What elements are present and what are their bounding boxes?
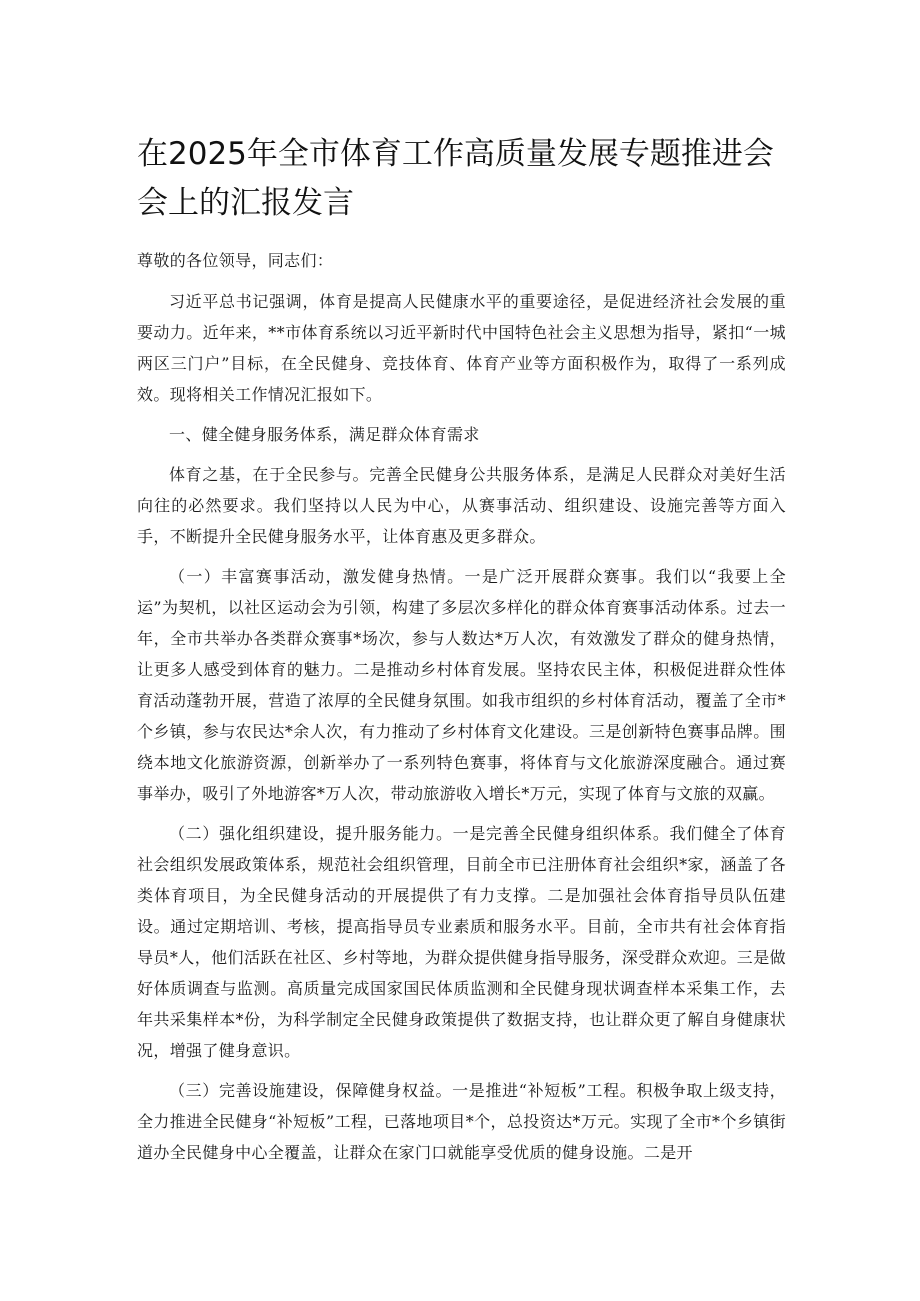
section-intro-paragraph: 体育之基，在于全民参与。完善全民健身公共服务体系，是满足人民群众对美好生活向往的必然要求。我们坚持以人民为中心，从赛事活动、组织建设、设施完善等方面入手，不断提升全民健身服务水平，让体育惠及更多群众。 — [137, 465, 786, 546]
salutation: 尊敬的各位领导，同志们： — [137, 251, 334, 270]
section-heading-1: 一、健全健身服务体系，满足群众体育需求 — [169, 425, 480, 444]
intro-paragraph: 习近平总书记强调，体育是提高人民健康水平的重要途径，是促进经济社会发展的重要动力。近年来，**市体育系统以习近平新时代中国特色社会主义思想为指导，紧扣“一城两区三门户”目标，在全民健身、竞技体育、体育产业等方面积极作为，取得了一系列成效。现将相关工作情况汇报如下。 — [137, 292, 786, 404]
paragraph-facilities: （三）完善设施建设，保障健身权益。一是推进“补短板”工程。积极争取上级支持，全力推进全民健身“补短板”工程，已落地项目*个，总投资达*万元。实现了全市*个乡镇街道办全民健身中心全覆盖，让群众在家门口就能享受优质的健身设施。二是开 — [137, 1081, 786, 1162]
document-body — [137, 245, 786, 1177]
document-title: 在2025年全市体育工作高质量发展专题推进会会上的汇报发言 — [137, 136, 774, 221]
paragraph-organization: （二）强化组织建设，提升服务能力。一是完善全民健身组织体系。我们健全了体育社会组织发展政策体系，规范社会组织管理，目前全市已注册体育社会组织*家，涵盖了各类体育项目，为全民健身活动的开展提供了有力支撑。二是加强社会体育指导员队伍建设。通过定期培训、考核，提高指导员专业素质和服务水平。目前，全市共有社会体育指导员*人，他们活跃在社区、乡村等地，为群众提供健身指导服务，深受群众欢迎。三是做好体质调查与监测。高质量完成国家国民体质监测和全民健身现状调查样本采集工作，去年共采集样本*份，为科学制定全民健身政策提供了数据支持，也让群众更了解自身健康状况，增强了健身意识。 — [137, 824, 786, 1060]
paragraph-events: （一）丰富赛事活动，激发健身热情。一是广泛开展群众赛事。我们以“我要上全运”为契机，以社区运动会为引领，构建了多层次多样化的群众体育赛事活动体系。过去一年，全市共举办各类群众赛事*场次，参与人数达*万人次，有效激发了群众的健身热情，让更多人感受到体育的魅力。二是推动乡村体育发展。坚持农民主体，积极促进群众性体育活动蓬勃开展，营造了浓厚的全民健身氛围。如我市组织的乡村体育活动，覆盖了全市*个乡镇，参与农民达*余人次，有力推动了乡村体育文化建设。三是创新特色赛事品牌。围绕本地文化旅游资源，创新举办了一系列特色赛事，将体育与文化旅游深度融合。通过赛事举办，吸引了外地游客*万人次，带动旅游收入增长*万元，实现了体育与文旅的双赢。 — [137, 567, 786, 803]
